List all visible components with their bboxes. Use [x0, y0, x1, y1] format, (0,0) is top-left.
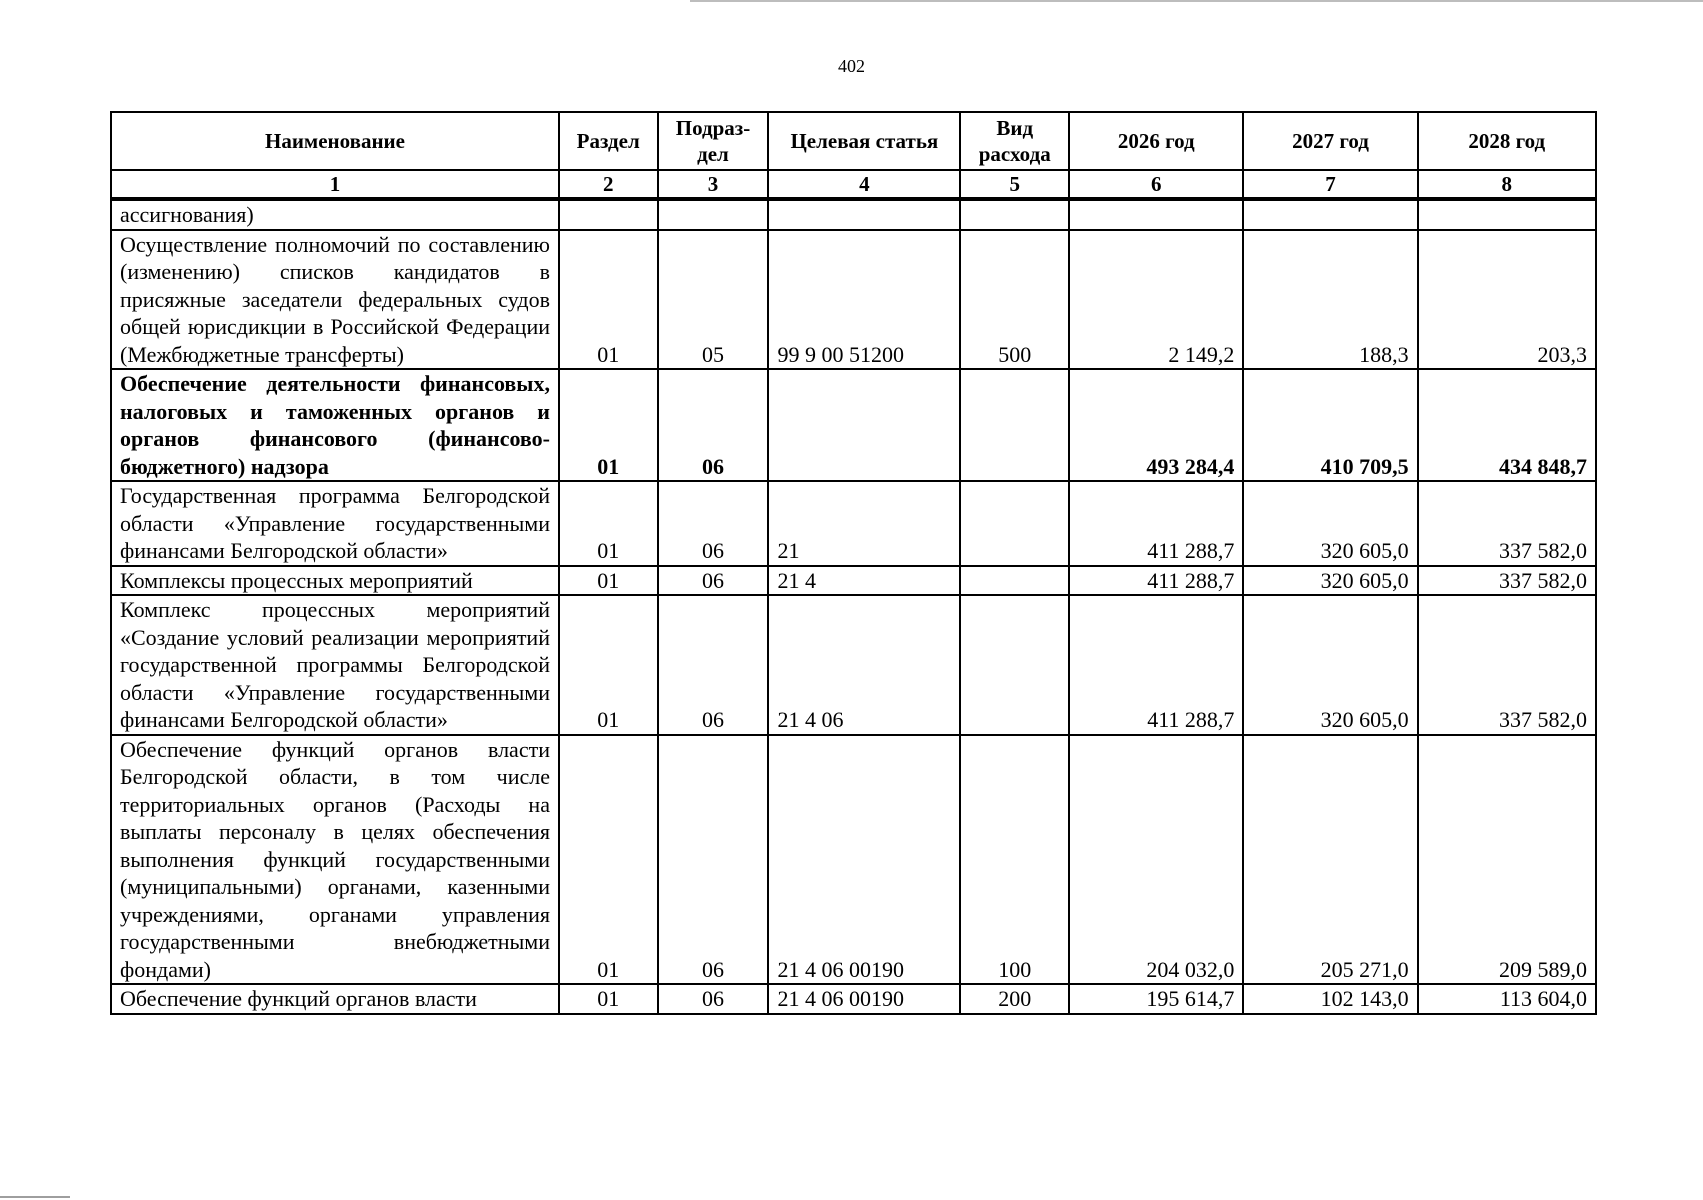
- cell-2026: 2 149,2: [1069, 230, 1243, 370]
- table-row: [111, 230, 1596, 370]
- cell-name: ассигнования): [111, 199, 559, 230]
- cell-2027: 410 709,5: [1243, 369, 1417, 481]
- cell-name: Обеспечение деятельности финансовых, налоговых и таможенных органов и органов финансового (финансово-бюджетного) надзора: [111, 369, 559, 481]
- cell-2028: 434 848,7: [1418, 369, 1596, 481]
- cell-target-article: 21: [768, 481, 960, 566]
- cell-podrazdel: 05: [658, 230, 769, 370]
- cell-podrazdel: 06: [658, 369, 769, 481]
- cell-expense-type: [960, 566, 1069, 596]
- cell-expense-type: 500: [960, 230, 1069, 370]
- cell-2028: 203,3: [1418, 230, 1596, 370]
- column-header: 2028 год: [1418, 112, 1596, 170]
- cell-razdel: 01: [559, 566, 658, 596]
- header-row: [111, 112, 1596, 170]
- column-header: Вид расхода: [960, 112, 1069, 170]
- cell-expense-type: [960, 595, 1069, 735]
- table-row: [111, 199, 1596, 230]
- cell-2026: 411 288,7: [1069, 481, 1243, 566]
- cell-2026: 411 288,7: [1069, 566, 1243, 596]
- cell-2028: 337 582,0: [1418, 481, 1596, 566]
- column-number: 2: [559, 170, 658, 199]
- cell-expense-type: 200: [960, 984, 1069, 1014]
- cell-razdel: 01: [559, 369, 658, 481]
- cell-target-article: 21 4: [768, 566, 960, 596]
- cell-podrazdel: [658, 199, 769, 230]
- cell-2026: 411 288,7: [1069, 595, 1243, 735]
- table-row: [111, 595, 1596, 735]
- cell-podrazdel: 06: [658, 984, 769, 1014]
- cell-2026: 204 032,0: [1069, 735, 1243, 985]
- scan-edge-line: [0, 1196, 70, 1198]
- cell-razdel: 01: [559, 230, 658, 370]
- cell-razdel: 01: [559, 984, 658, 1014]
- cell-name: Осуществление полномочий по составлению (изменению) списков кандидатов в присяжные заседатели федеральных судов общей юрисдикции в Российской Федерации (Межбюджетные трансферты): [111, 230, 559, 370]
- cell-name: Комплексы процессных мероприятий: [111, 566, 559, 596]
- cell-name: Обеспечение функций органов власти: [111, 984, 559, 1014]
- cell-name: Комплекс процессных мероприятий «Создание условий реализации мероприятий государственной программы Белгородской области «Управление государственными финансами Белгородской области»: [111, 595, 559, 735]
- table-body: [111, 199, 1596, 1014]
- scan-edge-line: [690, 0, 1703, 2]
- cell-2028: 337 582,0: [1418, 595, 1596, 735]
- column-header: Подраз-дел: [658, 112, 769, 170]
- column-header: Раздел: [559, 112, 658, 170]
- column-header: Наименование: [111, 112, 559, 170]
- cell-expense-type: [960, 369, 1069, 481]
- cell-expense-type: [960, 481, 1069, 566]
- cell-2028: 113 604,0: [1418, 984, 1596, 1014]
- cell-podrazdel: 06: [658, 595, 769, 735]
- column-number: 6: [1069, 170, 1243, 199]
- cell-razdel: 01: [559, 735, 658, 985]
- cell-2027: 188,3: [1243, 230, 1417, 370]
- cell-expense-type: [960, 199, 1069, 230]
- table-row: [111, 369, 1596, 481]
- cell-2027: 320 605,0: [1243, 566, 1417, 596]
- table-row: [111, 735, 1596, 985]
- table-row: [111, 481, 1596, 566]
- cell-target-article: 99 9 00 51200: [768, 230, 960, 370]
- cell-2027: 320 605,0: [1243, 481, 1417, 566]
- cell-target-article: 21 4 06: [768, 595, 960, 735]
- cell-2028: 337 582,0: [1418, 566, 1596, 596]
- page-number: 402: [838, 56, 865, 76]
- cell-podrazdel: 06: [658, 566, 769, 596]
- cell-razdel: 01: [559, 481, 658, 566]
- cell-2027: 320 605,0: [1243, 595, 1417, 735]
- cell-target-article: 21 4 06 00190: [768, 735, 960, 985]
- cell-2027: 205 271,0: [1243, 735, 1417, 985]
- cell-podrazdel: 06: [658, 481, 769, 566]
- column-number-row: [111, 170, 1596, 199]
- cell-2026: 493 284,4: [1069, 369, 1243, 481]
- column-header: Целевая статья: [768, 112, 960, 170]
- cell-name: Обеспечение функций органов власти Белгородской области, в том числе территориальных органов (Расходы на выплаты персоналу в целях обеспечения выполнения функций государственными (муниципальными) органами, казенными учреждениями, органами управления государственными внебюджетными фондами): [111, 735, 559, 985]
- cell-expense-type: 100: [960, 735, 1069, 985]
- column-header: 2026 год: [1069, 112, 1243, 170]
- cell-name: Государственная программа Белгородской области «Управление государственными финансами Белгородской области»: [111, 481, 559, 566]
- column-number: 8: [1418, 170, 1596, 199]
- cell-target-article: [768, 199, 960, 230]
- cell-target-article: [768, 369, 960, 481]
- cell-2026: 195 614,7: [1069, 984, 1243, 1014]
- cell-razdel: [559, 199, 658, 230]
- cell-2028: [1418, 199, 1596, 230]
- cell-2027: 102 143,0: [1243, 984, 1417, 1014]
- column-header: 2027 год: [1243, 112, 1417, 170]
- cell-target-article: 21 4 06 00190: [768, 984, 960, 1014]
- cell-2026: [1069, 199, 1243, 230]
- column-number: 3: [658, 170, 769, 199]
- column-number: 1: [111, 170, 559, 199]
- table-row: [111, 984, 1596, 1014]
- column-number: 5: [960, 170, 1069, 199]
- cell-razdel: 01: [559, 595, 658, 735]
- column-number: 7: [1243, 170, 1417, 199]
- budget-table: [110, 111, 1597, 1015]
- cell-2028: 209 589,0: [1418, 735, 1596, 985]
- table-row: [111, 566, 1596, 596]
- cell-2027: [1243, 199, 1417, 230]
- column-number: 4: [768, 170, 960, 199]
- cell-podrazdel: 06: [658, 735, 769, 985]
